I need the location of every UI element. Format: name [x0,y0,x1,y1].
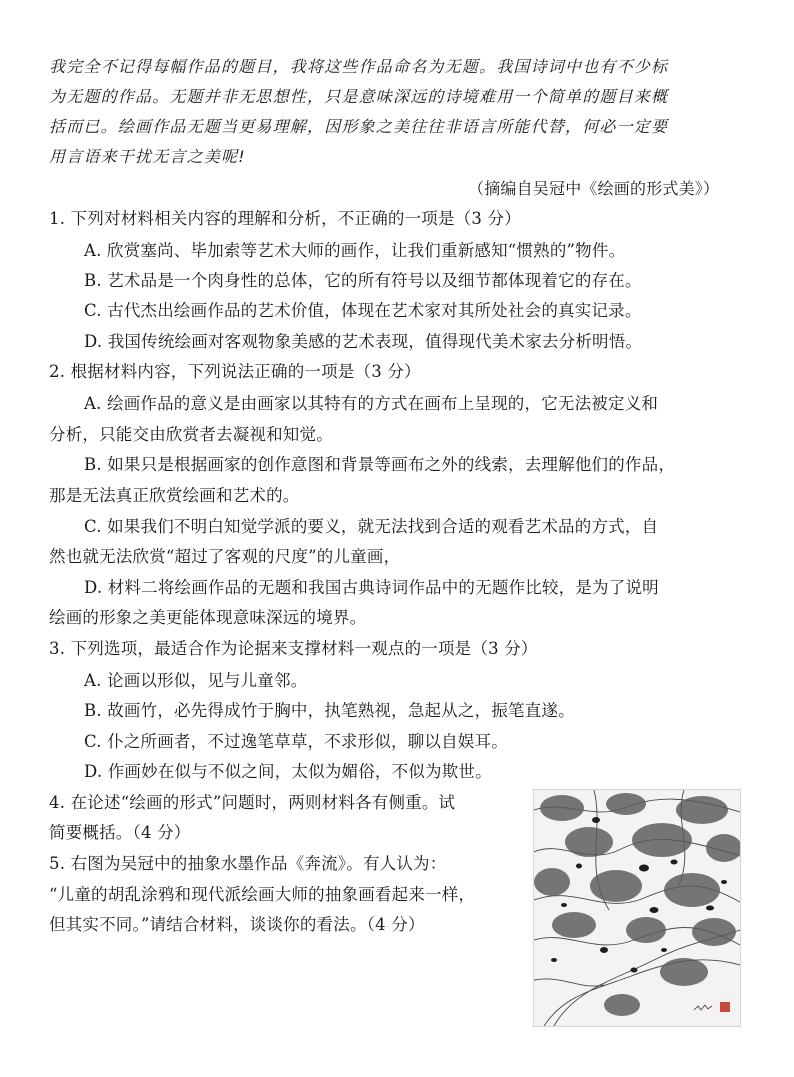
q5-line-2: “儿童的胡乱涂鸦和现代派绘画大师的抽象画看起来一样， [49,885,476,904]
q4-line-1: 4. 在论述“绘画的形式”问题时，两则材料各有侧重。试 [49,793,456,812]
ink-painting-illustration [533,789,741,1027]
q3-stem: 3. 下列选项，最适合作为论据来支撑材料一观点的一项是（3 分） [49,639,538,658]
intro-line-4: 用言语来干扰无言之美呢! [49,147,246,166]
q1-option-d: D. 我国传统绘画对客观物象美感的艺术表现，值得现代美术家去分析明悟。 [84,332,643,351]
q2-option-c-line1: C. 如果我们不明白知觉学派的要义，就无法找到合适的观看艺术品的方式，自 [84,517,659,536]
q3-option-b: B. 故画竹，必先得成竹于胸中，执笔熟视，急起从之，振笔直遂。 [84,701,575,720]
q5-line-3: 但其实不同。”请结合材料，谈谈你的看法。（4 分） [49,915,425,934]
q2-stem: 2. 根据材料内容，下列说法正确的一项是（3 分） [49,362,421,381]
source-citation: （摘编自吴冠中《绘画的形式美》） [468,179,720,198]
intro-line-1: 我完全不记得每幅作品的题目，我将这些作品命名为无题。我国诗词中也有不少标 [49,57,669,76]
q2-option-c-line2: 然也就无法欣赏“超过了客观的尺度”的儿童画， [49,547,401,566]
q3-option-c: C. 仆之所画者，不过逸笔草草，不求形似，聊以自娱耳。 [84,732,508,751]
q2-option-d-line2: 绘画的形象之美更能体现意味深远的境界。 [49,608,367,627]
q4-line-2: 简要概括。（4 分） [49,823,191,842]
q2-option-a-line1: A. 绘画作品的意义是由画家以其特有的方式在画布上呈现的，它无法被定义和 [84,394,659,413]
q5-line-1: 5. 右图为吴冠中的抽象水墨作品《奔流》。有人认为： [49,854,447,873]
q2-option-d-line1: D. 材料二将绘画作品的无题和我国古典诗词作品中的无题作比较，是为了说明 [84,578,659,597]
intro-line-2: 为无题的作品。无题并非无思想性，只是意味深远的诗境难用一个简单的题目来概 [49,87,669,106]
ink-painting-svg [534,790,740,1026]
q1-stem: 1. 下列对材料相关内容的理解和分析，不正确的一项是（3 分） [49,209,521,228]
signature-mark [694,1002,730,1012]
q3-option-d: D. 作画妙在似与不似之间，太似为媚俗，不似为欺世。 [84,762,492,781]
q2-option-a-line2: 分析，只能交由欣赏者去凝视和知觉。 [49,425,333,444]
red-seal-icon [720,1002,730,1012]
q3-option-a: A. 论画以形似，见与儿童邻。 [84,671,308,690]
q2-option-b-line2: 那是无法真正欣赏绘画和艺术的。 [49,486,300,505]
q2-option-b-line1: B. 如果只是根据画家的创作意图和背景等画布之外的线索，去理解他们的作品， [84,455,676,474]
q1-option-c: C. 古代杰出绘画作品的艺术价值，体现在艺术家对其所处社会的真实记录。 [84,301,642,320]
q1-option-a: A. 欣赏塞尚、毕加索等艺术大师的画作，让我们重新感知“惯熟的”物件。 [84,241,626,260]
q1-option-b: B. 艺术品是一个肉身性的总体，它的所有符号以及细节都体现着它的存在。 [84,271,642,290]
intro-line-3: 括而已。绘画作品无题当更易理解，因形象之美往往非语言所能代替，何必一定要 [49,117,669,136]
